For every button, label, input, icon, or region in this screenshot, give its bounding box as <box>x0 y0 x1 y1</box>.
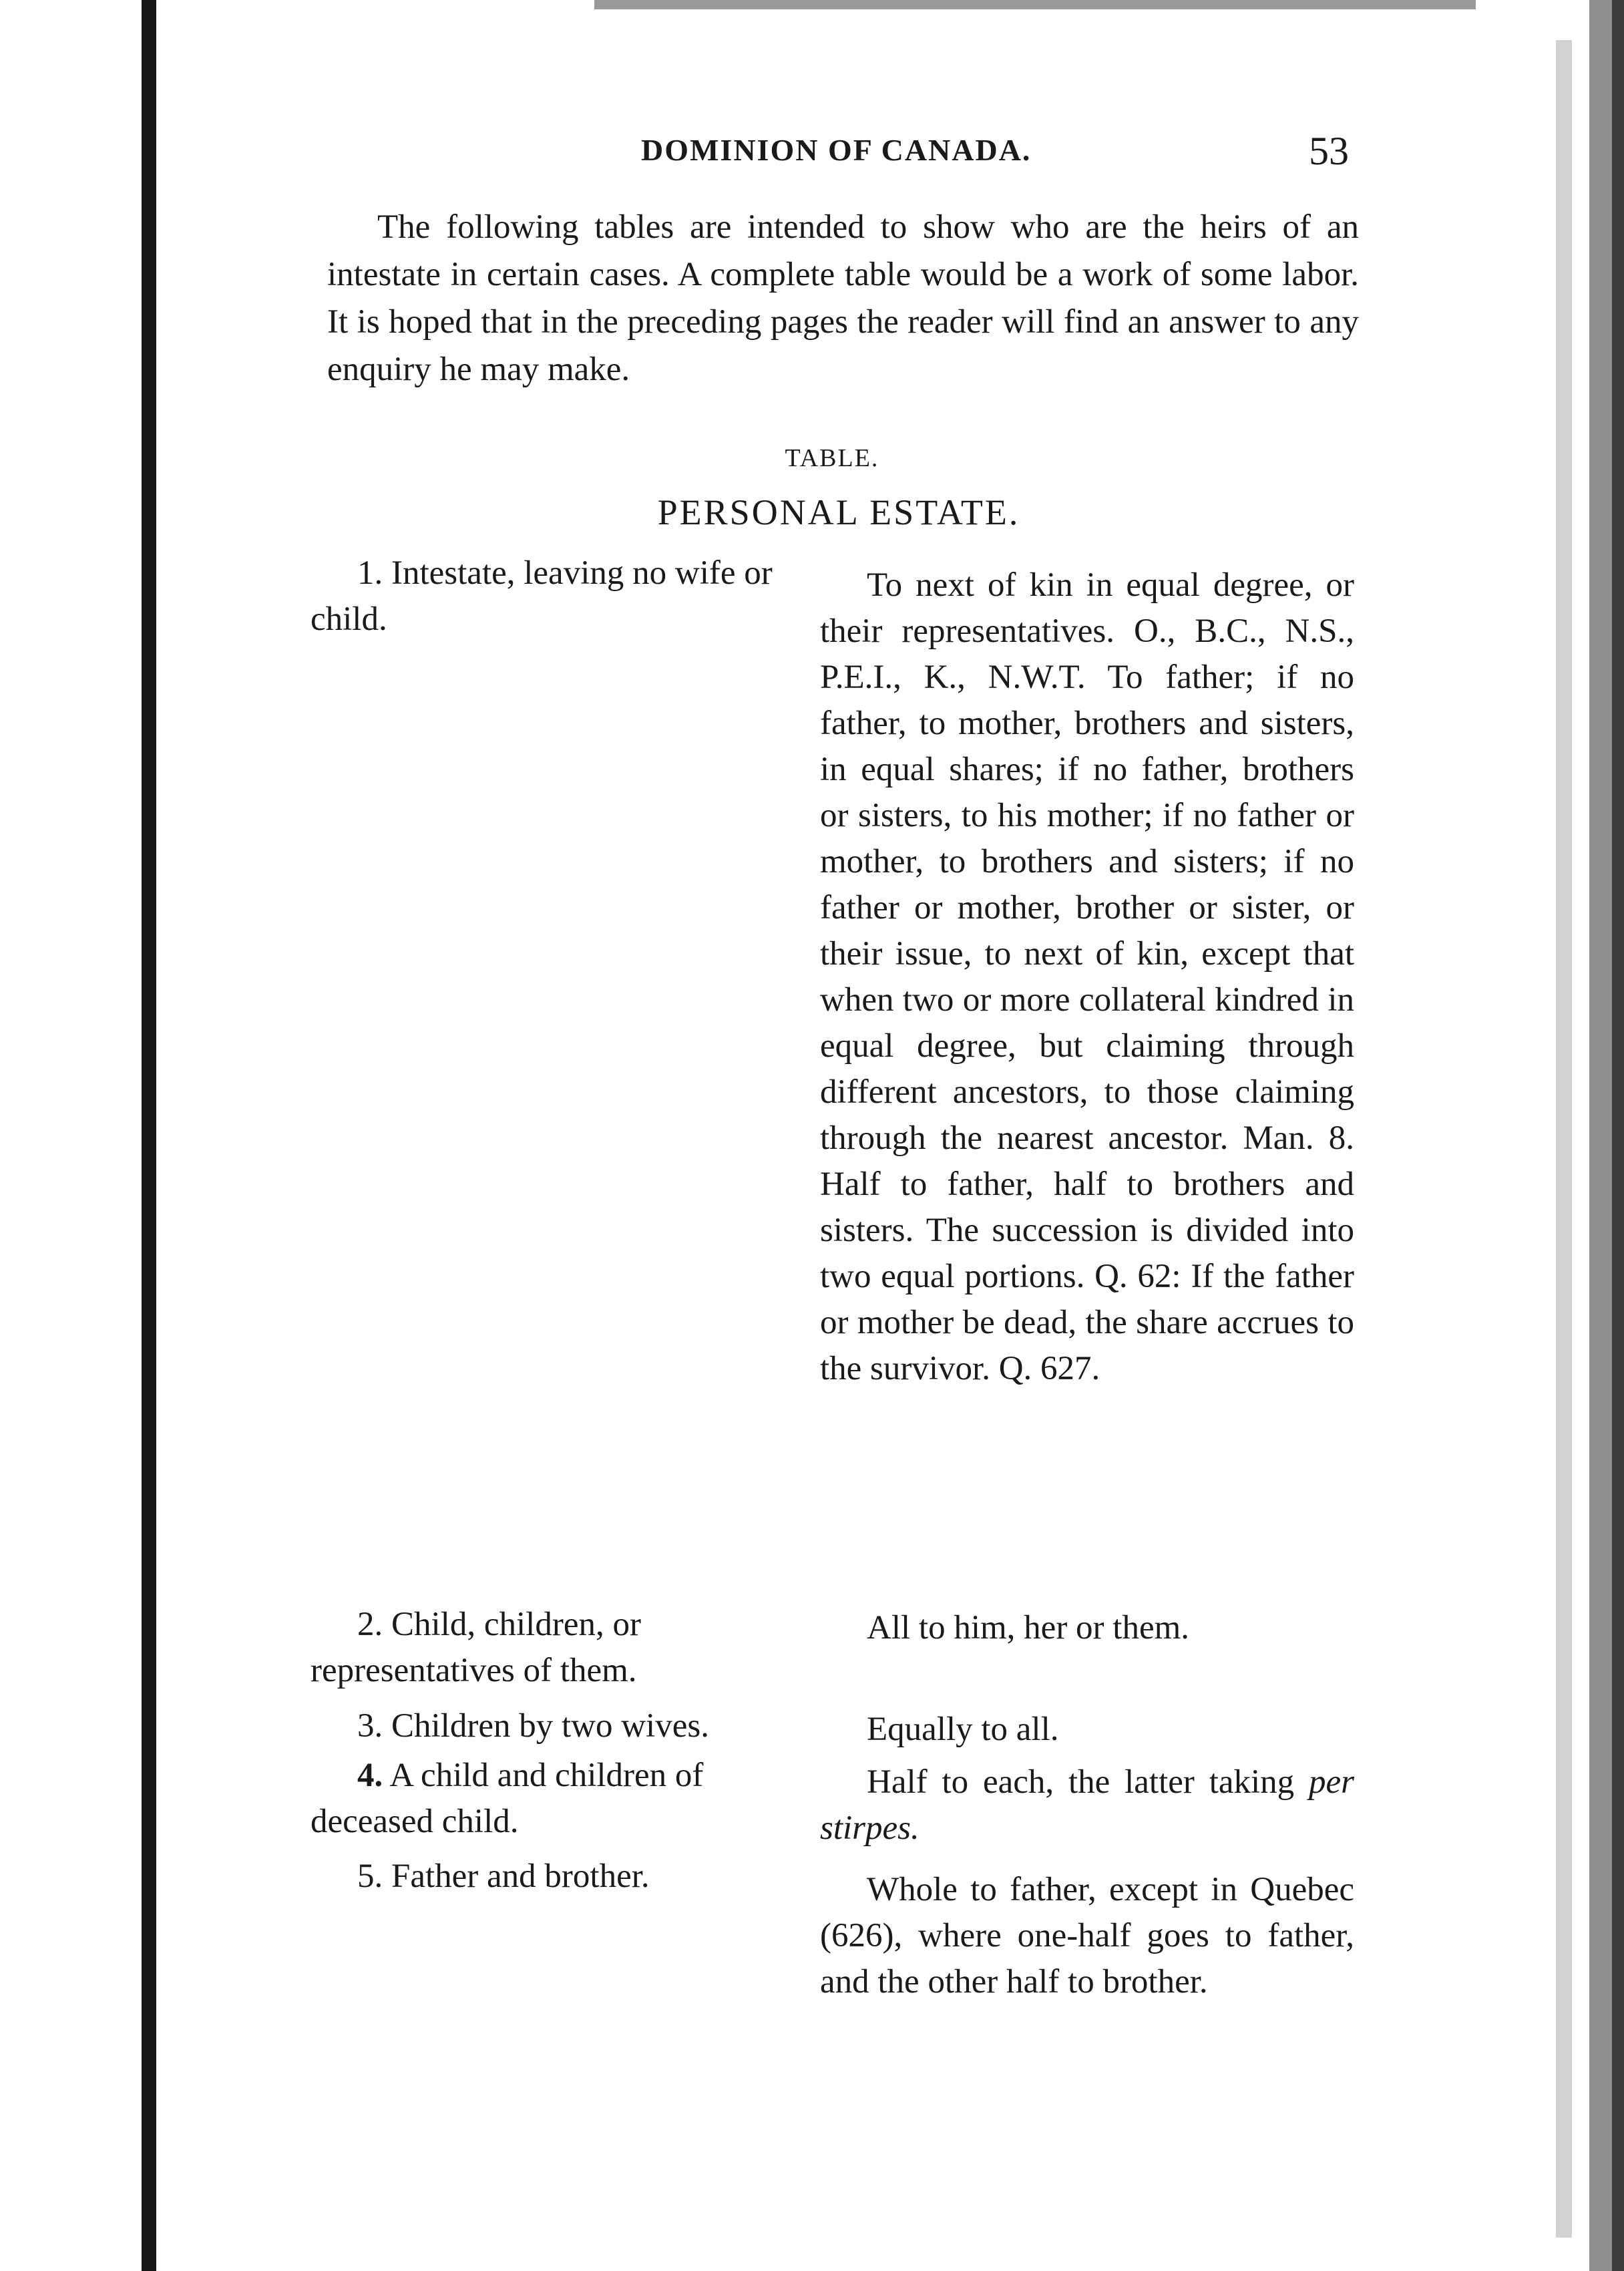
case-description-text: A child and children of deceased child. <box>311 1757 704 1840</box>
case-number: 4. <box>357 1757 383 1794</box>
section-title: PERSONAL ESTATE. <box>657 492 1020 532</box>
case-number: 5. <box>357 1858 383 1895</box>
scan-left-margin <box>0 0 152 2271</box>
page-number: 53 <box>1309 129 1349 173</box>
case-distribution: Whole to father, except in Quebec (626), where one-half goes to father, and the other half to brother. <box>820 1871 1354 2000</box>
scan-binding-edge <box>142 0 156 2271</box>
scan-page-edge-shadow <box>1589 0 1612 2271</box>
case-description-text: Children by two wives. <box>391 1707 709 1745</box>
scan-page-edge-dark <box>1612 0 1624 2271</box>
case-description <box>311 1854 808 1900</box>
case-description <box>311 1602 808 1694</box>
case-distribution <box>820 1759 1354 1852</box>
case-distribution-text: Half to each, the latter taking <box>867 1763 1295 1801</box>
case-number: 3. <box>357 1707 383 1745</box>
scan-page-edge <box>1556 40 1572 2238</box>
case-description-text: Father and brother. <box>391 1858 650 1895</box>
case-description-text: Child, children, or representatives of them. <box>311 1606 641 1689</box>
case-number: 2. <box>357 1606 383 1643</box>
intro-paragraph: The following tables are intended to show who are the heirs of an intestate in certain cases. A complete table would be a work of some labor. It is hoped that in the preceding pages the reader will find an answer to any enquiry he may make. <box>327 208 1359 388</box>
case-number: 1. <box>357 554 383 592</box>
case-distribution-italic: per stirpes. <box>820 1763 1355 1847</box>
case-distribution: All to him, her or them. <box>867 1609 1190 1646</box>
case-description <box>311 1753 808 1845</box>
running-title: DOMINION OF CANADA. <box>641 133 1032 167</box>
scan-top-edge <box>594 0 1476 9</box>
table-label: TABLE. <box>785 444 879 472</box>
case-distribution: To next of kin in equal degree, or their representatives. O., B.C., N.S., P.E.I., K., N.W.T. To father; if no father, to mother, brothers and sisters, in equal shares; if no father, brothers or sisters, to his mother; if no father or mother, to brothers and sisters; if no father or mother, brother or sister, or their issue, to next of kin, except that when two or more collateral kindred in equal degree, but claiming through different ancestors, to those claiming through the nearest ancestor. Man. 8. Half to father, half to brothers and sisters. The succession is divided into two equal portions. Q. 62: If the father or mother be dead, the share accrues to the survivor. Q. 627. <box>820 566 1354 1387</box>
case-description-text: Intestate, leaving no wife or child. <box>311 554 773 638</box>
case-description <box>311 550 808 643</box>
case-distribution: Equally to all. <box>867 1711 1059 1748</box>
case-description <box>311 1703 808 1749</box>
